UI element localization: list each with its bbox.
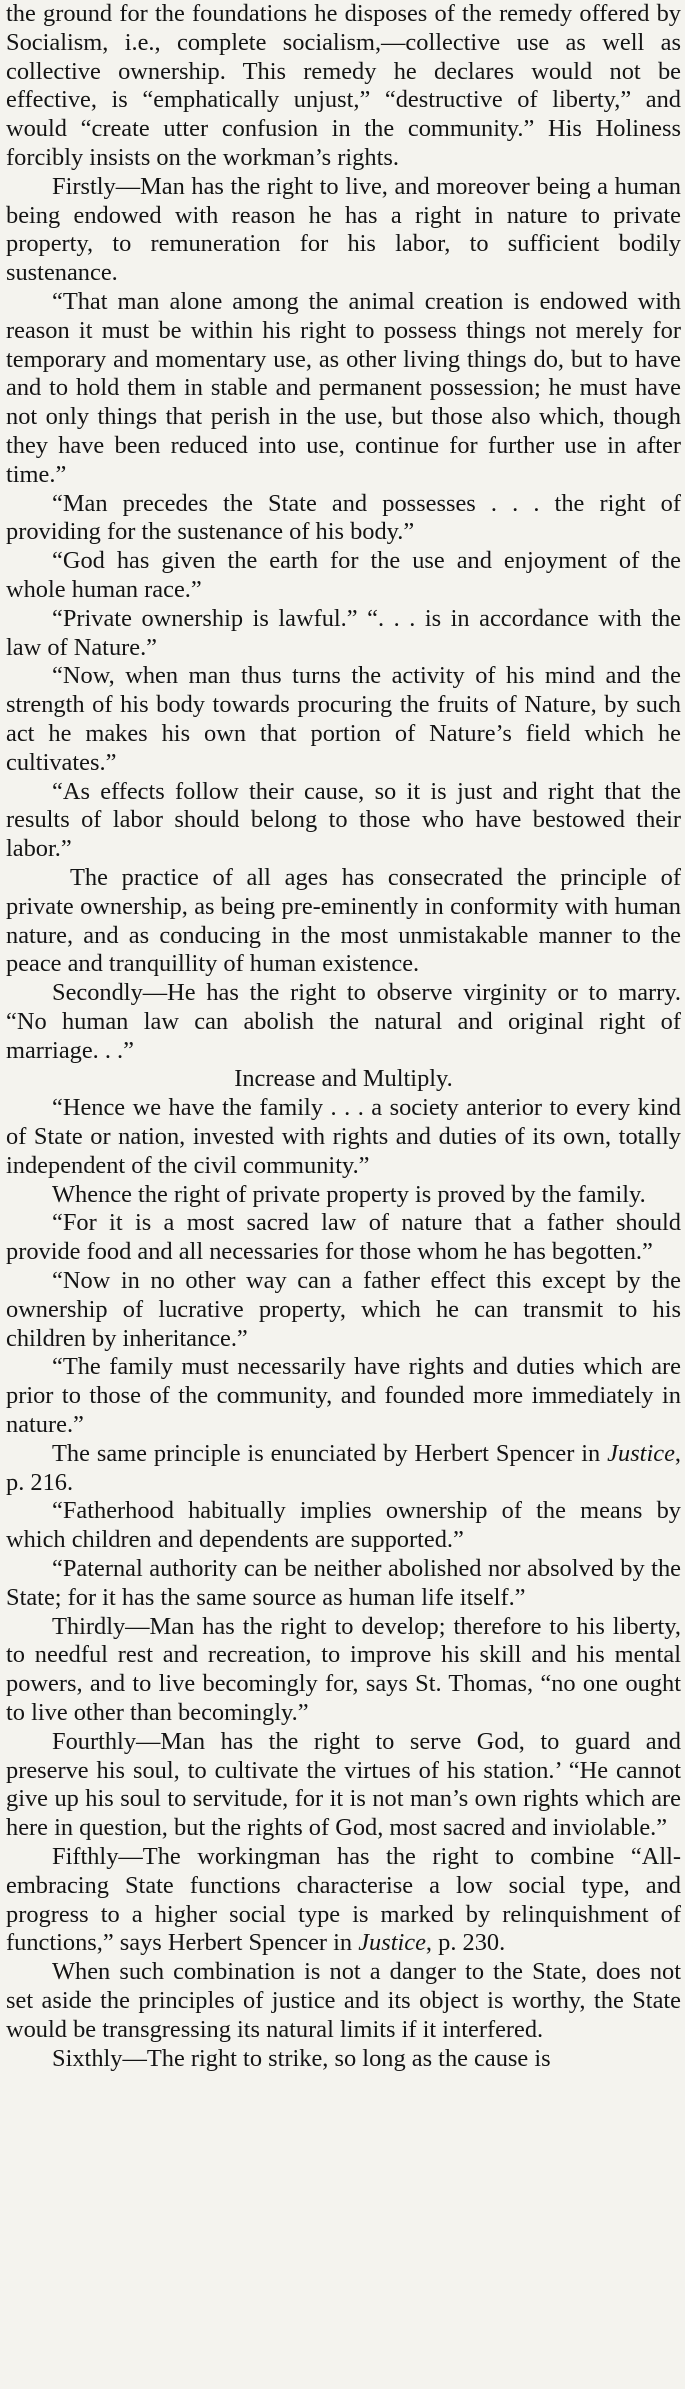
paragraph-secondly-right-to-marry: Secondly—He has the right to observe virginity or to marry. “No human law can abolish the natural and original right of marriage. . .” <box>6 979 681 1064</box>
paragraph-sixthly-right-to-strike: Sixthly—The right to strike, so long as the cause is <box>52 2044 551 2072</box>
citation-text-before: Fifthly—The workingman has the right to combine “All-embracing State functions characterise a low social type, and progress to a higher social type is marked by relinquishment of functions,” says Herbert Spencer in <box>6 1843 681 1957</box>
citation-text-before: The same principle is enunciated by Herbert Spencer in <box>52 1439 608 1467</box>
paragraph-thirdly-right-to-develop: Thirdly—Man has the right to develop; therefore to his liberty, to needful rest and recreation, to improve his skill and his mental powers, and to live becomingly for, says St. Thomas, “no one ought to live other than becomingly.” <box>6 1612 681 1727</box>
quote-fruits-of-nature: “Now, when man thus turns the activity of his mind and the strength of his body towards procuring the fruits of Nature, by such act he makes his own that portion of Nature’s field which he cultivates.” <box>6 662 681 776</box>
paragraph-firstly-right-to-live: Firstly—Man has the right to live, and moreover being a human being endowed with reason he has a right in nature to private property, to remuneration for his labor, to sufficient bodily sustenance. <box>6 172 681 287</box>
quote-man-precedes-state: “Man precedes the State and possesses . . . the right of providing for the sustenance of his body.” <box>6 489 681 546</box>
paragraph-combination-not-danger: When such combination is not a danger to the State, does not set aside the principles of justice and its object is worthy, the State would be transgressing its natural limits if it interfered. <box>6 1958 681 2043</box>
quote-hence-we-have-the-family: “Hence we have the family . . . a society anterior to every kind of State or nation, invested with rights and duties of its own, totally independent of the civil community.” <box>6 1094 681 1179</box>
paragraph-socialism-remedy: the ground for the foundations he disposes of the remedy offered by Socialism, i.e., complete socialism,—collective use as well as collective ownership. This remedy he declares would not be effective, is “emphatically unjust,” “destructive of liberty,” and would “create utter confusion in the community.” His Holiness forcibly insists on the workman’s rights. <box>6 0 681 171</box>
paragraph-fourthly-right-to-serve-god: Fourthly—Man has the right to serve God, to guard and preserve his soul, to cultivate the virtues of his station.’ “He cannot give up his soul to servitude, for it is not man’s own rights which are here in question, but the rights of God, most sacred and inviolable.” <box>6 1727 681 1842</box>
paragraph-spencer-justice-216 <box>6 1440 681 1498</box>
citation-text-after: , p. 216. <box>6 1439 681 1496</box>
citation-book-title: Justice <box>358 1929 426 1957</box>
quote-paternal-authority: “Paternal authority can be neither abolished nor absolved by the State; for it has the same source as human life itself.” <box>6 1555 681 1611</box>
quote-lucrative-property: “Now in no other way can a father effect this except by the ownership of lucrative property, which he can transmit to his children by inheritance.” <box>6 1267 681 1352</box>
quote-private-ownership-lawful: “Private ownership is lawful.” “. . . is in accordance with the law of Nature.” <box>6 604 681 661</box>
quote-family-rights-and-duties: “The family must necessarily have rights and duties which are prior to those of the community, and founded more immediately in nature.” <box>6 1353 681 1439</box>
quote-sacred-law-of-nature: “For it is a most sacred law of nature that a father should provide food and all necessaries for those whom he has begotten.” <box>6 1209 681 1266</box>
quote-god-has-given-earth: “God has given the earth for the use and enjoyment of the whole human race.” <box>6 547 681 603</box>
quote-man-endowed-with-reason: “That man alone among the animal creation is endowed with reason it must be within his right to possess things not merely for temporary and momentary use, as other living things do, but to have and to hold them in stable and permanent possession; he must have not only things that perish in the use, but those also which, though they have been reduced into use, continue for further use in after time.” <box>6 287 681 488</box>
paragraph-property-proved-by-family: Whence the right of private property is proved by the family. <box>52 1180 646 1208</box>
quote-effects-follow-cause: “As effects follow their cause, so it is just and right that the results of labor should belong to those who have bestowed their labor.” <box>6 777 681 863</box>
heading-increase-and-multiply: Increase and Multiply. <box>234 1065 453 1093</box>
citation-text-after: , p. 230. <box>425 1929 506 1957</box>
citation-book-title: Justice <box>607 1439 675 1467</box>
paragraph-practice-of-all-ages: The practice of all ages has consecrated the principle of private ownership, as being pre-eminently in conformity with human nature, and as conducing in the most unmistakable manner to the peace and tranquillity of human existence. <box>6 863 681 978</box>
paragraph-fifthly-right-to-combine <box>6 1843 681 1958</box>
quote-fatherhood-ownership: “Fatherhood habitually implies ownership of the means by which children and dependents are supported.” <box>6 1497 681 1554</box>
